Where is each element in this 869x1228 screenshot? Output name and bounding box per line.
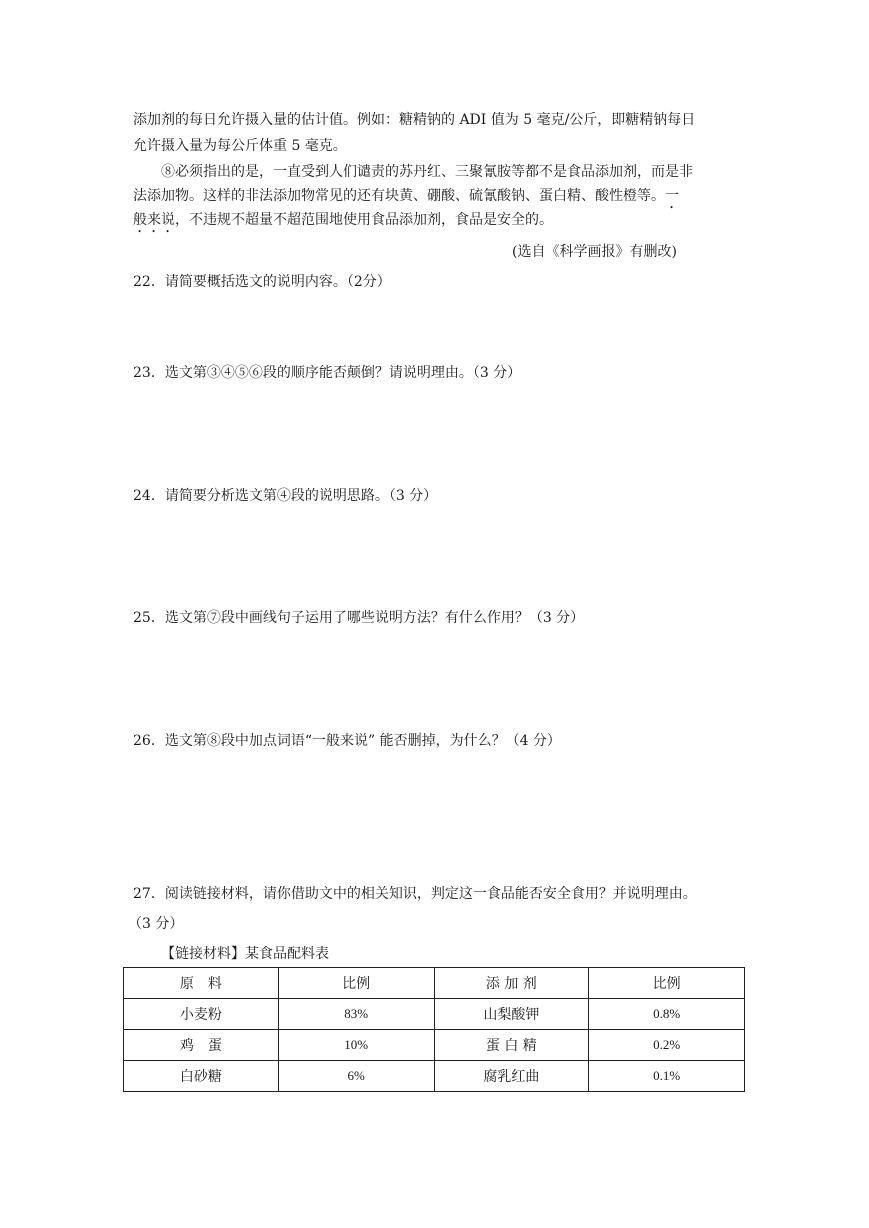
question-23: 23．选文第③④⑤⑥段的顺序能否颠倒？请说明理由。（3 分） <box>133 365 522 381</box>
question-26: 26．选文第⑧段中加点词语“一般来说” 能否删掉，为什么？（4 分） <box>133 733 561 749</box>
question-24: 24．请简要分析选文第④段的说明思路。（3 分） <box>133 488 438 504</box>
question-25: 25．选文第⑦段中画线句子运用了哪些说明方法？有什么作用？（3 分） <box>133 610 585 626</box>
table-cell: 83% <box>278 999 434 1030</box>
passage-text: 法添加物。这样的非法添加物常见的还有块黄、硼酸、硫氰酸钠、蛋白精、酸性橙等。 <box>133 188 665 204</box>
table-cell: 6% <box>278 1061 434 1092</box>
table-cell: 鸡 蛋 <box>124 1030 279 1061</box>
emphasized-word: 般来说 <box>133 212 175 228</box>
question-22: 22．请简要概括选文的说明内容。（2分） <box>133 274 391 290</box>
link-material-title: 【链接材料】某食品配料表 <box>161 946 329 962</box>
table-header-cell: 添 加 剂 <box>434 968 589 999</box>
table-cell: 小麦粉 <box>124 999 279 1030</box>
passage-paragraph-8-line-3 <box>133 210 553 236</box>
table-cell: 0.1% <box>589 1061 745 1092</box>
table-header-cell: 原 料 <box>124 968 279 999</box>
passage-paragraph-8-line-2 <box>133 186 679 212</box>
emphasized-word: 一 <box>665 188 679 204</box>
table-header-cell: 比例 <box>589 968 745 999</box>
table-cell: 0.2% <box>589 1030 745 1061</box>
passage-line-1: 添加剂的每日允许摄入量的估计值。例如：糖精钠的 ADI 值为 5 毫克/公斤，即糖精钠每日 <box>133 112 696 128</box>
passage-paragraph-8-line-1: ⑧必须指出的是，一直受到人们谴责的苏丹红、三聚氰胺等都不是食品添加剂，而是非 <box>161 164 693 180</box>
ingredient-table <box>123 967 745 1092</box>
table-row <box>124 1030 745 1061</box>
table-cell: 白砂糖 <box>124 1061 279 1092</box>
table-cell: 腐乳红曲 <box>434 1061 589 1092</box>
passage-text: ，不违规不超量不超范围地使用食品添加剂，食品是安全的。 <box>175 212 553 228</box>
passage-line-2: 允许摄入量为每公斤体重 5 毫克。 <box>133 138 347 154</box>
table-cell: 山梨酸钾 <box>434 999 589 1030</box>
table-header-row <box>124 968 745 999</box>
table-header-cell: 比例 <box>278 968 434 999</box>
table-row <box>124 1061 745 1092</box>
table-cell: 蛋 白 精 <box>434 1030 589 1061</box>
question-27-score: （3 分） <box>128 916 184 932</box>
passage-source: (选自《科学画报》有删改) <box>512 244 677 260</box>
table-cell: 0.8% <box>589 999 745 1030</box>
table-row <box>124 999 745 1030</box>
table-cell: 10% <box>278 1030 434 1061</box>
question-27: 27．阅读链接材料，请你借助文中的相关知识，判定这一食品能否安全食用？并说明理由。 <box>133 886 697 902</box>
